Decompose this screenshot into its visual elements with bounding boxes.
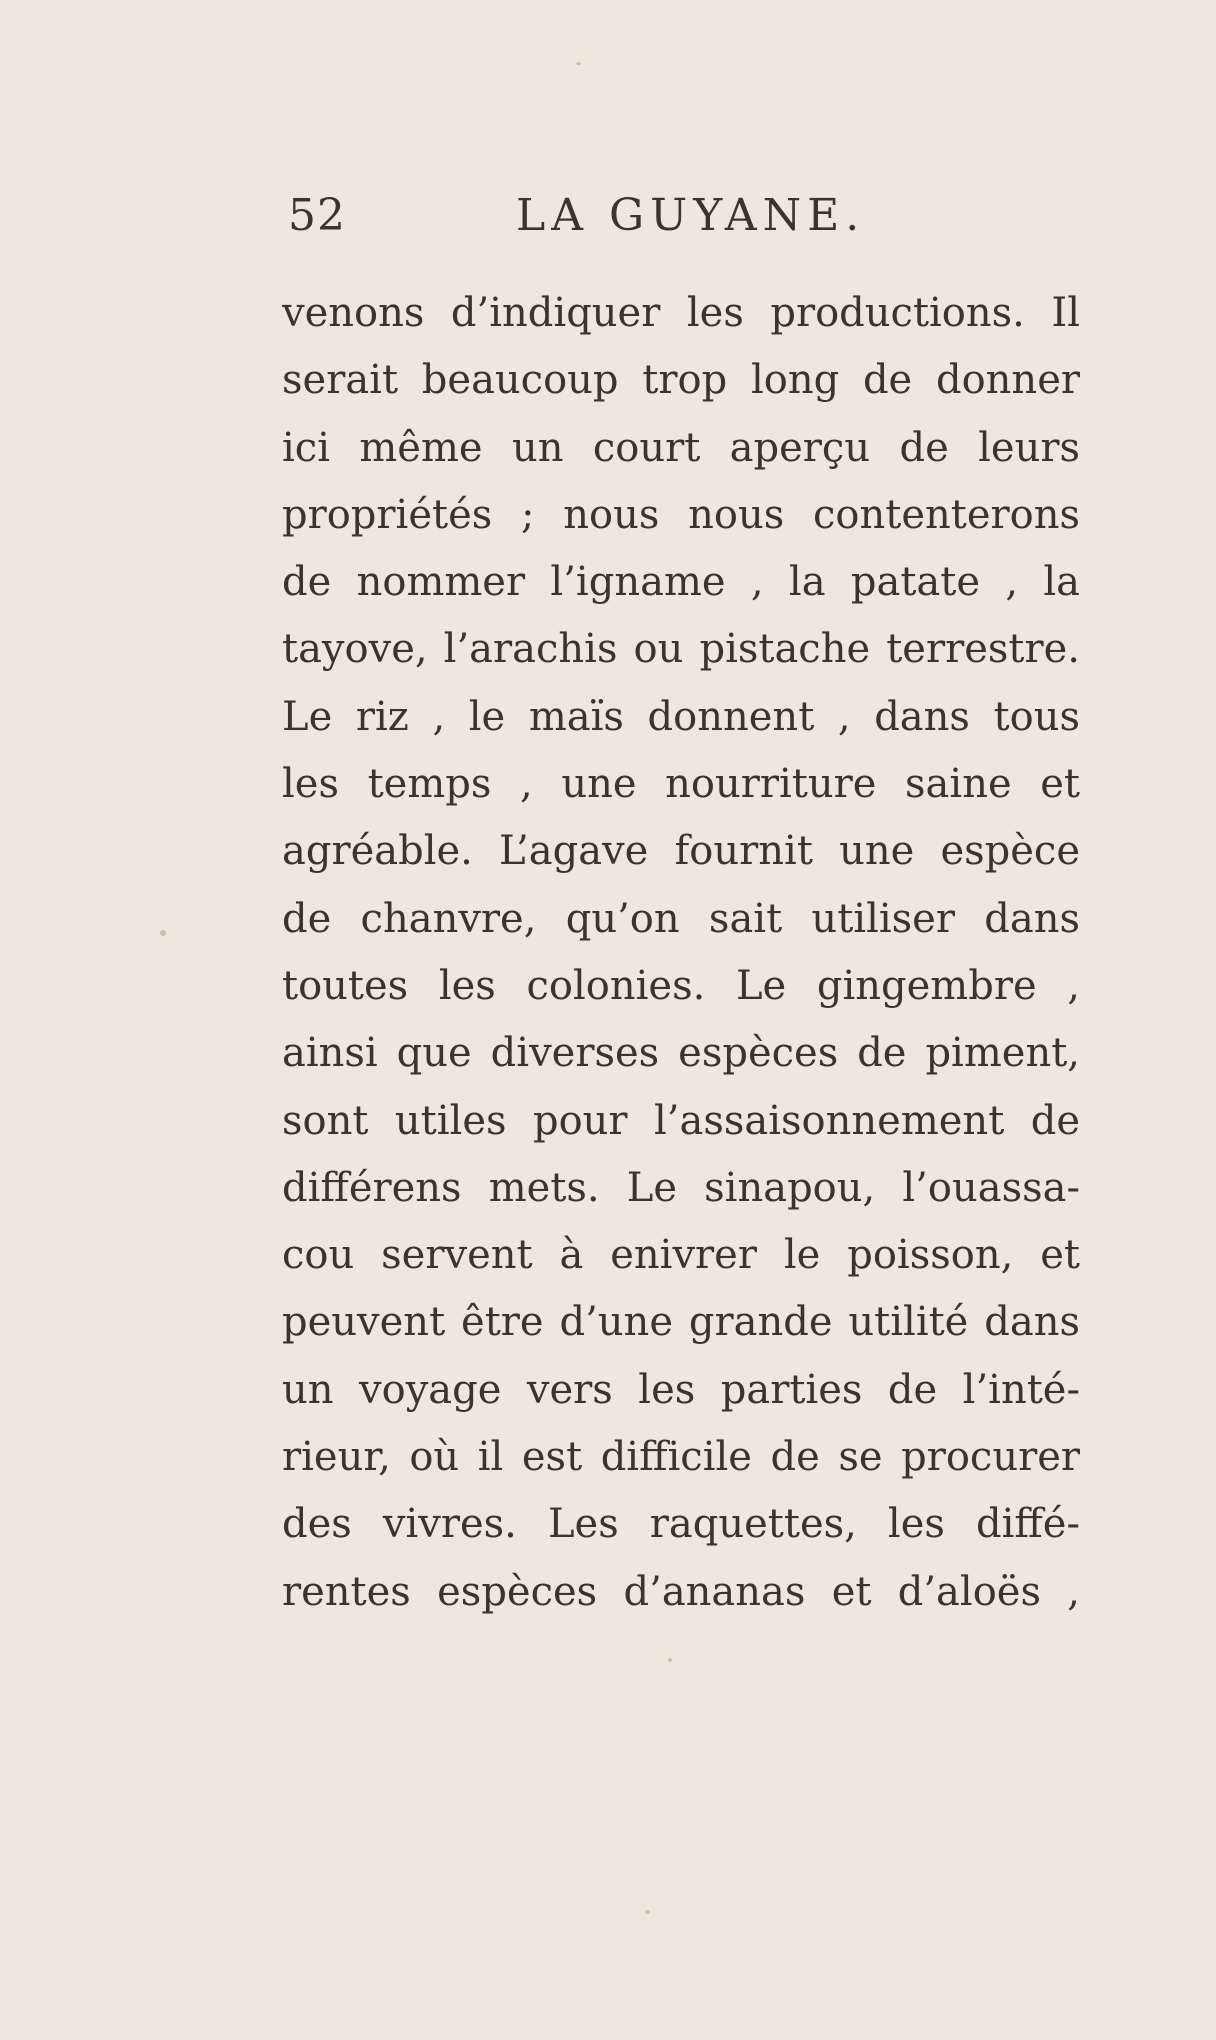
text-line: peuvent être d’une grande utilité dans bbox=[282, 1299, 1080, 1346]
text-line: ici même un court aperçu de leurs bbox=[282, 424, 1080, 471]
text-line: ainsi que diverses espèces de piment, bbox=[282, 1030, 1080, 1077]
text-line: de nommer l’igname , la patate , la bbox=[282, 559, 1080, 606]
text-line: venons d’indiquer les productions. Il bbox=[282, 290, 1080, 336]
text-line: cou servent à enivrer le poisson, et bbox=[282, 1232, 1080, 1279]
body-text bbox=[282, 280, 1080, 1626]
page-header bbox=[284, 190, 1084, 250]
text-line: Le riz , le maïs donnent , dans tous bbox=[282, 693, 1080, 740]
text-line: sont utiles pour l’assaisonnement de bbox=[282, 1097, 1080, 1144]
text-line: agréable. L’agave fournit une espèce bbox=[282, 828, 1080, 875]
text-line: rentes espèces d’ananas et d’aloës , bbox=[282, 1568, 1080, 1615]
text-line: des vivres. Les raquettes, les diffé- bbox=[282, 1501, 1080, 1548]
text-line: serait beaucoup trop long de donner bbox=[282, 357, 1080, 404]
paper-speck bbox=[645, 1910, 650, 1914]
text-line: différens mets. Le sinapou, l’ouassa- bbox=[282, 1164, 1080, 1211]
text-line: un voyage vers les parties de l’inté- bbox=[282, 1366, 1080, 1413]
page-number: 52 bbox=[288, 190, 346, 241]
text-line: propriétés ; nous nous contenterons bbox=[282, 491, 1080, 538]
paper-speck bbox=[576, 62, 581, 65]
paper-speck bbox=[668, 1658, 672, 1662]
text-line: de chanvre, qu’on sait utiliser dans bbox=[282, 895, 1080, 942]
text-line: les temps , une nourriture saine et bbox=[282, 761, 1080, 808]
running-title: LA GUYANE. bbox=[516, 190, 866, 241]
text-line: rieur, où il est difficile de se procurer bbox=[282, 1434, 1080, 1481]
text-line: toutes les colonies. Le gingembre , bbox=[282, 962, 1080, 1009]
paper-speck bbox=[160, 930, 166, 936]
text-line: tayove, l’arachis ou pistache terrestre. bbox=[282, 626, 1080, 673]
